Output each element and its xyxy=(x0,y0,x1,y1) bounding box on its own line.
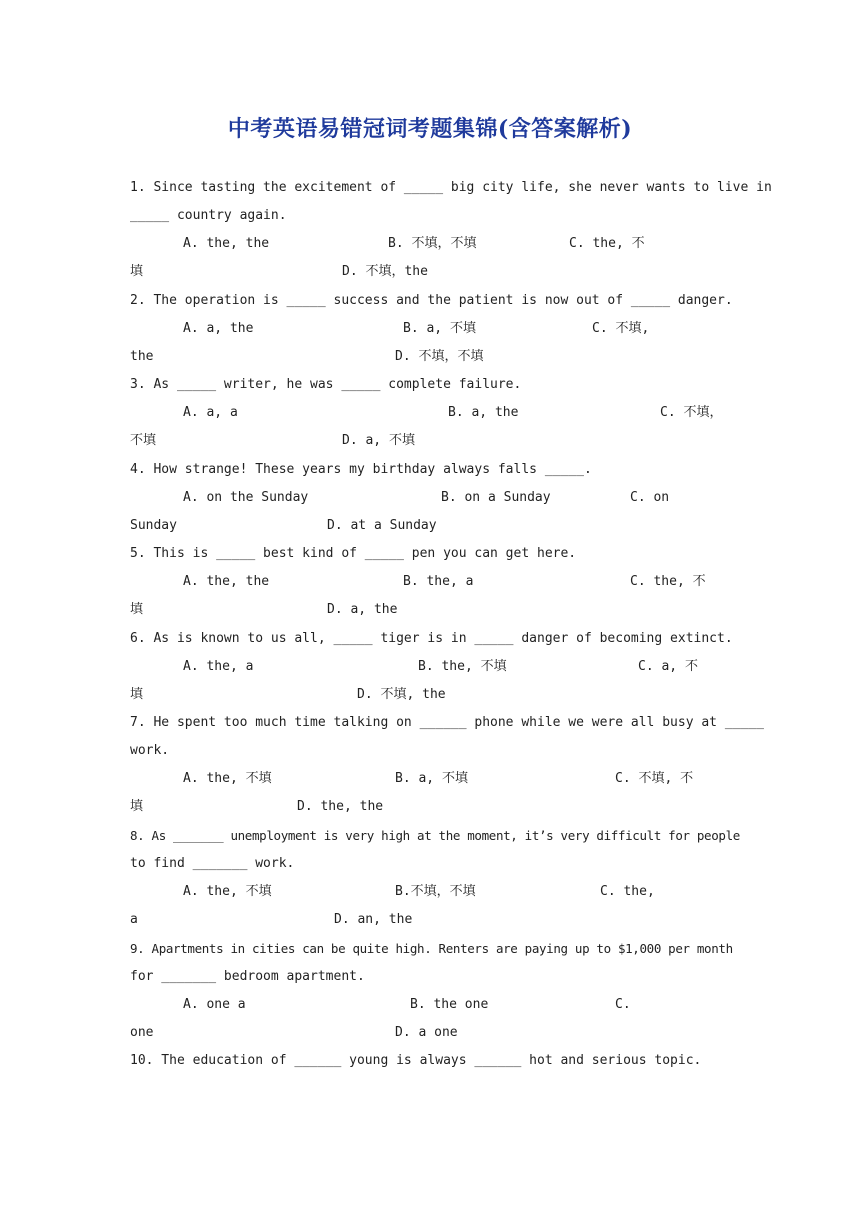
option-c: C. the, 不 xyxy=(630,574,706,589)
option-c: C. xyxy=(615,997,631,1012)
option-a: A. the, a xyxy=(183,659,254,674)
question-stem: to find _______ work. xyxy=(130,856,295,871)
option-d: D. the, the xyxy=(297,799,384,814)
question-stem: 10. The education of ______ young is always ______ hot and serious topic. xyxy=(130,1053,702,1068)
option-d: D. a, 不填 xyxy=(342,433,415,448)
option-d: D. a, the xyxy=(327,602,398,617)
option-c-wrap: 填 xyxy=(130,799,144,814)
option-c: C. 不填， xyxy=(660,405,723,420)
question-stem: for _______ bedroom apartment. xyxy=(130,969,365,984)
option-a: A. the, 不填 xyxy=(183,884,272,899)
option-b: B. 不填，不填 xyxy=(388,236,477,251)
question-stem: _____ country again. xyxy=(130,208,287,223)
option-d: D. 不填，不填 xyxy=(395,349,484,364)
option-b: B. the, 不填 xyxy=(418,659,507,674)
question-stem: 2. The operation is _____ success and the patient is now out of _____ danger. xyxy=(130,293,733,308)
question-stem: 8. As _______ unemployment is very high at the moment, it’s very difficult for people xyxy=(130,828,740,843)
option-c: C. the, 不 xyxy=(569,236,645,251)
option-b: B.不填，不填 xyxy=(395,884,476,899)
option-b: B. a, the xyxy=(448,405,519,420)
option-b: B. a, 不填 xyxy=(403,321,476,336)
question-stem: 1. Since tasting the excitement of _____ big city life, she never wants to live in xyxy=(130,180,772,195)
option-c-wrap: 不填 xyxy=(130,433,157,448)
option-a: A. on the Sunday xyxy=(183,490,309,505)
option-a: A. the, the xyxy=(183,236,270,251)
option-c-wrap: one xyxy=(130,1025,154,1040)
option-c-wrap: 填 xyxy=(130,687,144,702)
option-c-wrap: a xyxy=(130,912,138,927)
option-a: A. the, the xyxy=(183,574,270,589)
option-a: A. a, the xyxy=(183,321,254,336)
option-c: C. 不填, 不 xyxy=(615,771,694,786)
question-stem: 3. As _____ writer, he was _____ complete failure. xyxy=(130,377,522,392)
option-b: B. the one xyxy=(410,997,489,1012)
option-b: B. a, 不填 xyxy=(395,771,468,786)
option-a: A. one a xyxy=(183,997,246,1012)
option-b: B. the, a xyxy=(403,574,474,589)
option-c-wrap: the xyxy=(130,349,154,364)
question-stem: 9. Apartments in cities can be quite high. Renters are paying up to $1,000 per month xyxy=(130,941,733,956)
option-d: D. at a Sunday xyxy=(327,518,437,533)
option-c: C. 不填, xyxy=(592,321,650,336)
question-stem: 7. He spent too much time talking on ______ phone while we were all busy at _____ xyxy=(130,715,764,730)
option-d: D. 不填, the xyxy=(357,687,446,702)
question-stem: work. xyxy=(130,743,170,758)
option-c-wrap: 填 xyxy=(130,602,144,617)
option-c-wrap: 填 xyxy=(130,264,144,279)
question-stem: 5. This is _____ best kind of _____ pen you can get here. xyxy=(130,546,577,561)
option-c-wrap: Sunday xyxy=(130,518,177,533)
option-a: A. a, a xyxy=(183,405,238,420)
page-title: 中考英语易错冠词考题集锦(含答案解析) xyxy=(227,116,633,142)
question-stem: 6. As is known to us all, _____ tiger is in _____ danger of becoming extinct. xyxy=(130,631,733,646)
option-d: D. an, the xyxy=(334,912,413,927)
option-c: C. on xyxy=(630,490,670,505)
option-a: A. the, 不填 xyxy=(183,771,272,786)
option-c: C. a, 不 xyxy=(638,659,698,674)
option-b: B. on a Sunday xyxy=(441,490,551,505)
question-stem: 4. How strange! These years my birthday always falls _____. xyxy=(130,462,592,477)
option-d: D. 不填，the xyxy=(342,264,428,279)
option-c: C. the, xyxy=(600,884,655,899)
option-d: D. a one xyxy=(395,1025,458,1040)
